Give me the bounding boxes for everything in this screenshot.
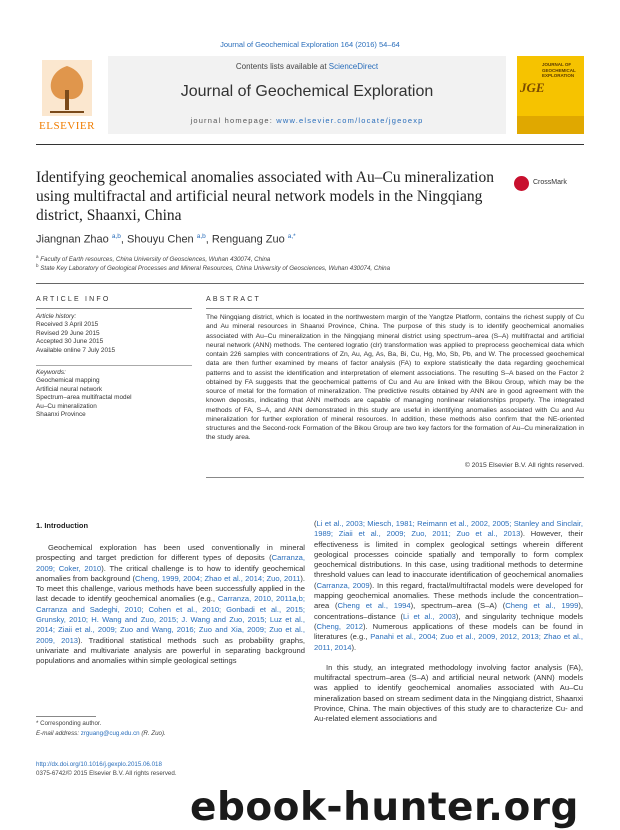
keyword-item: Spectrum–area multifractal model xyxy=(36,394,132,402)
author-name[interactable]: Shouyu Chen xyxy=(127,233,194,246)
affiliation xyxy=(36,263,584,272)
body-column-left: Geochemical exploration has been used conventionally in mineral prospecting and target prediction for different types of deposits (Carranza, 2009; Coker, 2010). The critical challenge is to how to identify geochemical anomalies from background (Cheng, 1999, 2004; Zhao et al., 2014; Zuo, 2011). To meet this challenge, various methods have been successfully applied in the last decade to identify geochemical anomalies (e.g., Carranza, 2010, 2011a,b; Carranza and Sadeghi, 2010; Cohen et al., 2010; Gonbadi et al., 2015; Grunsky, 2010; H. Wang and Zuo, 2015; J. Wang and Zuo, 2015; Luz et al., 2014; Ziaii et al., 2009; Zuo and Wang, 2016; Zuo and Xia, 2009; Zuo et al., 2009, 2013). Traditional statistical methods such as probability graphs, univariate and multivariate analysis are powerful in separating background populations and anomalies within simple geological settings xyxy=(36,543,306,666)
cover-title: JOURNAL OF GEOCHEMICAL EXPLORATION xyxy=(542,62,576,78)
affiliation-text: State Key Laboratory of Geological Processes and Mineral Resources, China University of Geosciences, Wuhan 430074, China xyxy=(40,265,391,273)
article-info-rule xyxy=(36,308,192,309)
masthead xyxy=(36,56,584,140)
journal-homepage-line xyxy=(108,116,506,125)
affiliation-marker: b xyxy=(36,263,39,268)
author-name[interactable]: Jiangnan Zhao xyxy=(36,233,109,246)
abstract-copyright: © 2015 Elsevier B.V. All rights reserved. xyxy=(464,462,584,469)
keyword-item: Geochemical mapping xyxy=(36,377,100,385)
doi-link[interactable]: http://dx.doi.org/10.1016/j.gexplo.2015.06.018 xyxy=(36,761,162,768)
author-affil-sup[interactable]: a,* xyxy=(287,233,296,240)
history-label: Article history: xyxy=(36,313,77,320)
watermark-text: ebook-hunter.org xyxy=(190,785,579,830)
contents-prefix: Contents lists available at xyxy=(235,62,329,71)
cover-abbrev: JGE xyxy=(520,80,545,95)
elsevier-tree-icon xyxy=(42,60,92,116)
history-revised: Revised 29 June 2015 xyxy=(36,329,100,337)
author-affil-sup[interactable]: a,b xyxy=(111,233,121,240)
history-received: Received 3 April 2015 xyxy=(36,321,99,329)
contents-available-line xyxy=(108,62,506,71)
section-rule xyxy=(36,283,584,284)
author-list: Jiangnan Zhao $^{a,b}$, Shouyu Chen $^{a,b}$, Renguang Zuo $^{a,*}$ xyxy=(36,233,296,246)
cover-stripe xyxy=(517,116,584,134)
corresponding-author-note: * Corresponding author. xyxy=(36,720,102,727)
abstract-bottom-rule xyxy=(206,477,584,478)
introduction-heading: 1. Introduction xyxy=(36,521,89,530)
email-footnote xyxy=(36,730,166,737)
abstract-heading: ABSTRACT xyxy=(206,296,261,303)
author-affil-sup[interactable]: a,b xyxy=(196,233,206,240)
crossmark-label: CrossMark xyxy=(533,179,567,186)
history-online: Available online 7 July 2015 xyxy=(36,346,116,354)
keywords-label: Keywords: xyxy=(36,369,66,376)
keywords xyxy=(36,369,192,419)
article-history xyxy=(36,313,192,355)
elsevier-logo[interactable] xyxy=(36,56,98,136)
homepage-link[interactable]: www.elsevier.com/locate/jgeoexp xyxy=(276,116,424,125)
author-name[interactable]: Renguang Zuo xyxy=(211,233,285,246)
crossmark-icon xyxy=(514,176,529,191)
history-accepted: Accepted 30 June 2015 xyxy=(36,338,104,346)
abstract-rule xyxy=(206,308,584,309)
email-label: E-mail address: xyxy=(36,730,81,737)
crossmark-badge[interactable] xyxy=(514,174,586,194)
article-info-divider xyxy=(36,365,192,366)
keyword-item: Shaanxi Province xyxy=(36,411,86,419)
keyword-item: Au–Cu mineralization xyxy=(36,402,97,410)
header-rule xyxy=(36,144,584,145)
affiliation xyxy=(36,254,584,263)
article-info-heading: ARTICLE INFO xyxy=(36,296,111,303)
article-title: Identifying geochemical anomalies associated with Au–Cu mineralization using multifractal and artificial neural network models in the Ningqiang district, Shaanxi, China xyxy=(36,169,494,224)
abstract-body: The Ningqiang district, which is located in the northwestern margin of the Yangtze Platform, contains the richest supply of Cu and Au mineral resources in Shaanxi Province, China. The purpose of this study is to identify geochemical anomalies associated with Au–Cu mineralization in the Ningqiang mineral district using spectrum–area (S–A) multifractal and artificial neural network (ANN) methods. The centered logratio (clr) transformation was applied to preprocess geochemical data which contain 226 samples with concentrations of Zn, Au, Ag, As, Ba, Bi, Cu, Hg, Mo, Sb, Pb, and W. The processed geochemical data are then further examined by means of factor analysis (FA) to explore statistically the data regarding geochemical patterns and to assist the identification and interpretation of element associations. The resulting S–A based on the Factor 2 obtained by FA suggests that the geochemical patterns of Cu and Au are linked with the Bikou Group, which may be the source of metal for the formation of mineralization. The predictive results obtained by ANN are in good agreement with the known deposits, indicating that ANN methods are capable of managing nonlinear relationships properly. The integrated methods of FA, S–A, and ANN demonstrated in this study are useful in identifying anomalies associated with Cu and Au mineralization for further exploration of mineral resources. In addition, these methods also confirm that the NE-oriented structures and the Second-rock Formation of the Bikou Group are two key factors for the formation of Au–Cu mineralization in the study area. xyxy=(206,314,584,442)
journal-cover[interactable] xyxy=(517,56,584,134)
affiliation-marker: a xyxy=(36,254,39,259)
affiliation-text: Faculty of Earth resources, China University of Geosciences, Wuhan 430074, China xyxy=(40,256,271,264)
keyword-item: Artificial neural network xyxy=(36,385,103,393)
contents-box xyxy=(108,56,506,134)
sciencedirect-link[interactable]: ScienceDirect xyxy=(328,62,379,71)
journal-reference[interactable]: Journal of Geochemical Exploration 164 (2016) 54–64 xyxy=(220,40,400,49)
journal-title[interactable]: Journal of Geochemical Exploration xyxy=(180,83,434,100)
email-link[interactable]: zrguang@cug.edu.cn xyxy=(80,730,140,737)
email-suffix: (R. Zuo). xyxy=(139,730,166,737)
elsevier-wordmark: ELSEVIER xyxy=(39,120,95,132)
issn-line: 0375-6742/© 2015 Elsevier B.V. All rights reserved. xyxy=(36,770,177,777)
footnote-rule xyxy=(36,716,96,717)
homepage-prefix: journal homepage: xyxy=(190,116,277,125)
body-column-right: (Li et al., 2003; Miesch, 1981; Reimann et al., 2002, 2005; Stanley and Sinclair, 1989; Ziaii et al., 2009; Zuo, 2011; Zuo et al., 2013). However, their effectiveness is limited in complex geological settings wherein different geological processes coincide spatially and temporally to form complex geochemical distributions. In this case, using traditional methods to determine threshold values can lead to inaccurate identification of geochemical anomalies (Carranza, 2009). In this regard, fractal/multifractal models were developed for mapping geochemical anomalies. These methods include the concentration–area (Cheng et al., 1994), spectrum–area (S–A) (Cheng et al., 1999), concentrations–distance (Li et al., 2003), and singularity technique models (Cheng, 2012). Numerous applications of these models can be found in literatures (e.g., Panahi et al., 2004; Zuo et al., 2009, 2012, 2013; Zhao et al., 2011, 2014). In this study, an integrated methodology involving factor analysis (FA), multifractal spectrum–area (S–A) and artificial neural network (ANN) models was applied to identify geochemical anomalies associated with Au–Cu mineralization based on stream sediment data in the Ningqiang district, Shaanxi Province, China. The main objectives of this study are to characterize Cu- and Au-related element associations and xyxy=(314,519,583,724)
